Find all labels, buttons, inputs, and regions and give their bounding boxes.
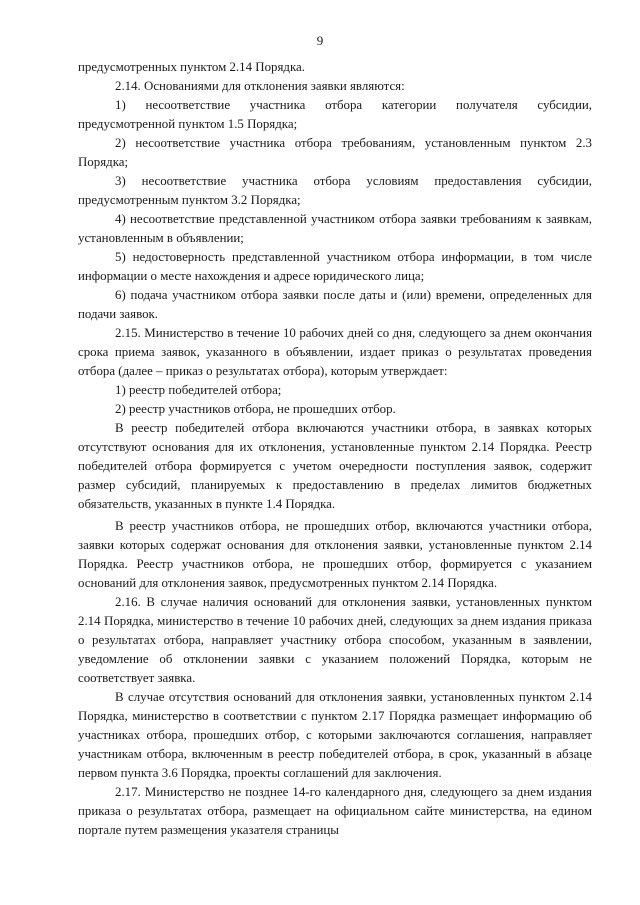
paragraph-2-15-item-1: 1) реестр победителей отбора; (115, 383, 282, 397)
document-body (78, 58, 592, 840)
paragraph-continuation: предусмотренных пунктом 2.14 Порядка. (78, 60, 305, 74)
paragraph-2-14-item-1: 1) несоответствие участника отбора категории получателя субсидии, предусмотренной пунктом 1.5 Порядка; (78, 98, 592, 131)
paragraph-rejected-registry: В реестр участников отбора, не прошедших отбор, включаются участники отбора, заявки которых содержат основания для отклонения заявки, установленные пунктом 2.14 Порядка. Реестр участников отбора, не прошедших отбор, формируется с указанием оснований для отклонения заявок, предусмотренных пунктом 2.14 Порядка. (78, 519, 592, 590)
paragraph-winners-registry: В реестр победителей отбора включаются участники отбора, в заявках которых отсутствуют основания для их отклонения, установленные пунктом 2.14 Порядка. Реестр победителей отбора формируется с учетом очередности поступления заявок, содержит размер субсидий, планируемых к предоставлению в пределах лимитов бюджетных обязательств, указанных в пункте 1.4 Порядка. (78, 421, 592, 511)
paragraph-2-14-item-4: 4) несоответствие представленной участником отбора заявки требованиям к заявкам, установленным в объявлении; (78, 212, 592, 245)
paragraph-2-14-item-2: 2) несоответствие участника отбора требованиям, установленным пунктом 2.3 Порядка; (78, 136, 592, 169)
paragraph-2-16: 2.16. В случае наличия оснований для отклонения заявки, установленных пунктом 2.14 Порядка, министерство в течение 10 рабочих дней, следующих за днем издания приказа о результатах отбора, направляет участнику отбора способом, указанным в заявлении, уведомление об отклонении заявки с указанием положений Порядка, которым не соответствует заявка. (78, 595, 592, 685)
paragraph-2-14-heading: 2.14. Основаниями для отклонения заявки являются: (115, 79, 405, 93)
paragraph-2-16-no-grounds: В случае отсутствия оснований для отклонения заявки, установленных пунктом 2.14 Порядка, министерство в соответствии с пунктом 2.17 Порядка размещает информацию об участниках отбора, прошедших отбор, с которыми заключаются соглашения, направляет участникам отбора, включенным в реестр победителей отбора, в срок, указанный в абзаце первом пункта 3.6 Порядка, проекты соглашений для заключения. (78, 690, 592, 780)
paragraph-2-14-item-6: 6) подача участником отбора заявки после даты и (или) времени, определенных для подачи заявок. (78, 288, 592, 321)
paragraph-2-14-item-3: 3) несоответствие участника отбора условиям предоставления субсидии, предусмотренным пунктом 3.2 Порядка; (78, 174, 592, 207)
paragraph-2-15: 2.15. Министерство в течение 10 рабочих дней со дня, следующего за днем окончания срока приема заявок, указанного в объявлении, издает приказ о результатах проведения отбора (далее – приказ о результатах отбора), которым утверждает: (78, 326, 592, 378)
paragraph-2-15-item-2: 2) реестр участников отбора, не прошедших отбор. (115, 402, 396, 416)
paragraph-2-17: 2.17. Министерство не позднее 14-го календарного дня, следующего за днем издания приказа о результатах отбора, размещает на официальном сайте министерства, на едином портале путем размещения указателя страницы (78, 785, 592, 837)
page-number: 9 (316, 33, 324, 48)
paragraph-2-14-item-5: 5) недостоверность представленной участником отбора информации, в том числе информации о месте нахождения и адресе юридического лица; (78, 250, 592, 283)
